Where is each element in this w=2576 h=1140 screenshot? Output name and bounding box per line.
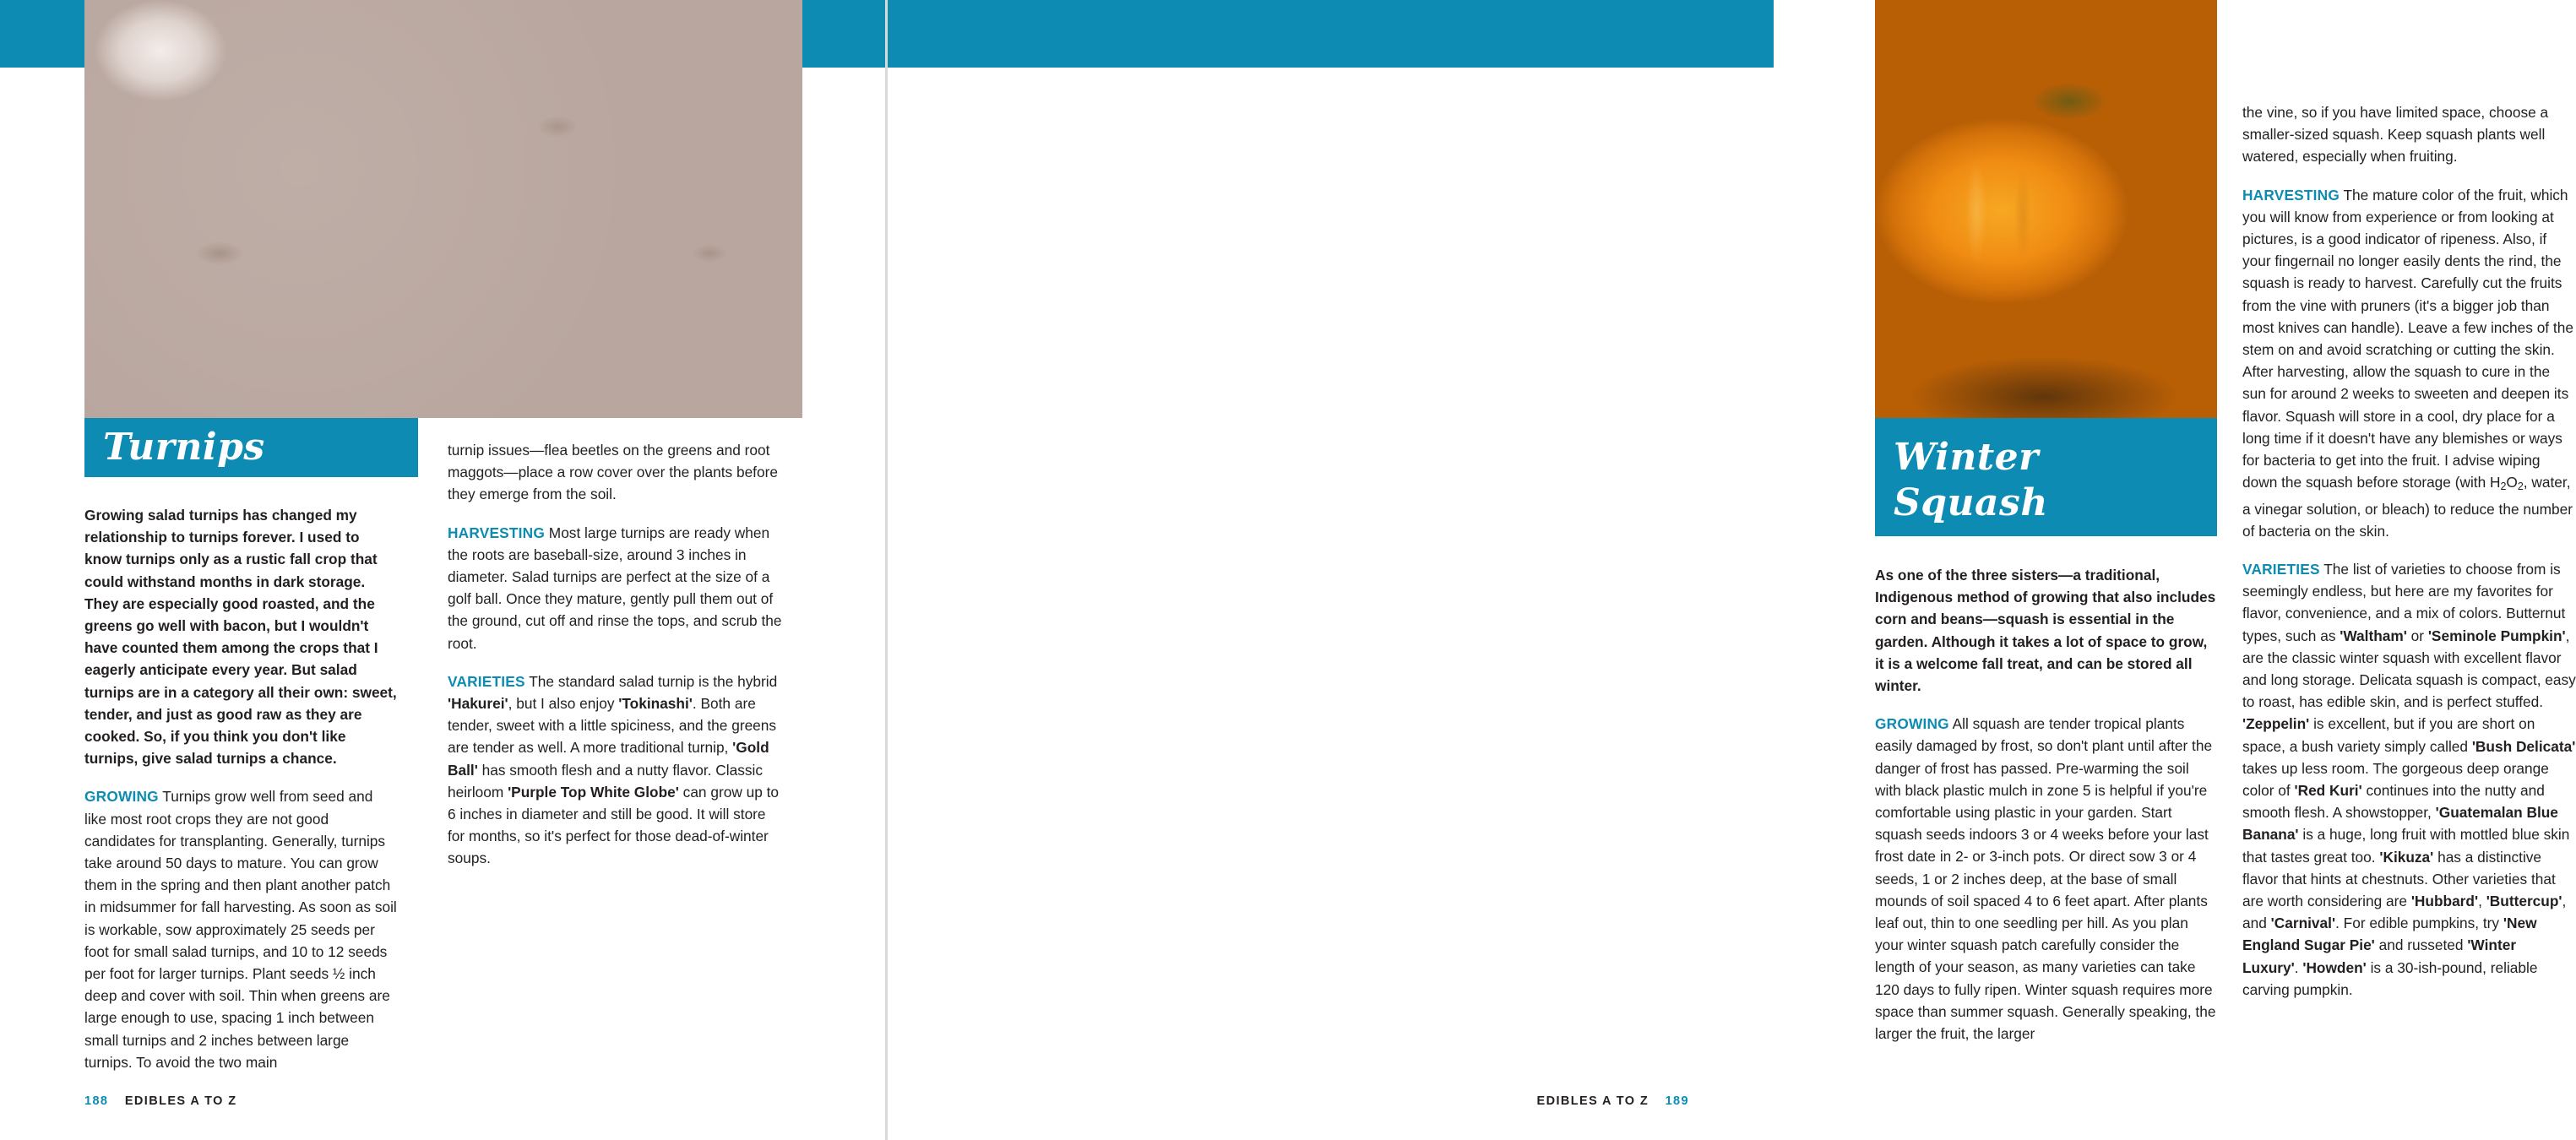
varieties-kicker: VARIETIES: [448, 672, 525, 690]
squash-growing-paragraph: [1875, 713, 2217, 1045]
page-title-turnips: Turnips: [84, 418, 418, 477]
growing-kicker: GROWING: [1875, 715, 1949, 733]
left-page-footer: [84, 1094, 237, 1108]
turnips-growing-continued: turnip issues—flea beetles on the greens and root maggots—place a row cover over the plants before they emerge from the soil.: [448, 442, 778, 503]
squash-varieties-paragraph: [2242, 558, 2576, 1001]
left-footer-label: EDIBLES A TO Z: [124, 1094, 237, 1108]
right-footer-label: EDIBLES A TO Z: [1536, 1094, 1649, 1108]
right-column-two: [2242, 101, 2576, 1001]
varieties-body: The list of varieties to choose from is seemingly endless, but here are my favorites for flavor, convenience, and a mix of colors. Butternut types, such as 'Waltham' or 'Seminole Pumpkin', are the classic winter squash with excellent flavor and long storage. Delicata squash is compact, easy to roast, has edible skin, and is perfect stuffed. 'Zeppelin' is excellent, but if you are short on space, a bush variety simply called 'Bush Delicata' takes up less room. The gorgeous deep orange color of 'Red Kuri' continues into the nutty and smooth flesh. A showstopper, 'Guatemalan Blue Banana' is a huge, long fruit with mottled blue skin that tastes great too. 'Kikuza' has a distinctive flavor that hints at chestnuts. Other varieties that are worth considering are 'Hubbard', 'Buttercup', and 'Carnival'. For edible pumpkins, try 'New England Sugar Pie' and russeted 'Winter Luxury'. 'Howden' is a 30-ish-pound, reliable carving pumpkin.: [2242, 560, 2576, 998]
harvesting-subscript-two: 2: [2517, 480, 2524, 493]
right-page-top-band: [887, 0, 1774, 68]
page-title-winter-squash: [1875, 418, 2217, 536]
varieties-body: The standard salad turnip is the hybrid 'Hakurei', but I also enjoy 'Tokinashi'. Both are tender, sweet with a little spiciness, and the greens are tender as well. A more traditional turnip, 'Gold Ball' has smooth flesh and a nutty flavor. Classic heirloom 'Purple Top White Globe' can grow up to 6 inches in diameter and still be good. It will store for months, so it's perfect for those dead-of-winter soups.: [448, 672, 780, 867]
winter-squash-photo: [1875, 0, 2217, 418]
harvesting-body: Most large turnips are ready when the roots are baseball-size, around 3 inches in diameter. Salad turnips are perfect at the size of a golf ball. Once they mature, gently pull them out of the ground, cut off and rinse the tops, and scrub the root.: [448, 524, 782, 652]
right-page: [887, 0, 2576, 1140]
turnips-photo-image: [84, 0, 802, 418]
growing-kicker: GROWING: [84, 788, 159, 806]
left-page-number: 188: [84, 1094, 109, 1108]
turnips-photo: [84, 0, 802, 418]
page-title-line-one: Winter: [1894, 436, 2039, 479]
growing-body: Turnips grow well from seed and like most root crops they are not good candidates for transplanting. Generally, turnips take around 50 days to mature. You can grow them in the spring and then plant another patch in midsummer for fall harvesting. As soon as soil is workable, sow approximately 25 seeds per foot for small salad turnips, and 10 to 12 seeds per foot for larger turnips. Plant seeds ½ inch deep and cover with soil. Thin when greens are large enough to use, spacing 1 inch between small turnips and 2 inches between large turnips. To avoid the two main: [84, 788, 397, 1071]
harvesting-body-part-two: O: [2506, 474, 2518, 491]
squash-intro-paragraph: As one of the three sisters—a traditional, Indigenous method of growing that also includes corn and beans—squash is essential in the garden. Although it takes a lot of space to grow, it is a welcome fall treat, and can be stored all winter.: [1875, 567, 2216, 695]
turnips-harvesting-paragraph: [448, 522, 785, 654]
left-column-one: [84, 504, 399, 1073]
harvesting-kicker: HARVESTING: [448, 524, 545, 541]
spread-gutter: [885, 0, 888, 1140]
page-title-line-two: Squash: [1894, 481, 2048, 524]
squash-growing-continued: the vine, so if you have limited space, choose a smaller-sized squash. Keep squash plants well watered, especially when fruiting.: [2242, 104, 2549, 166]
squash-harvesting-paragraph: [2242, 184, 2576, 542]
right-page-footer: [1537, 1094, 1690, 1108]
right-page-number: 189: [1665, 1094, 1689, 1108]
growing-body: All squash are tender tropical plants easily damaged by frost, so don't plant until after the danger of frost has passed. Pre-warming the soil with black plastic mulch in zone 5 is helpful if you're comfortable using plastic in your garden. Start squash seeds indoors 3 or 4 weeks before your last frost date in 2- or 3-inch pots. Or direct sow 3 or 4 seeds, 1 or 2 inches deep, at the base of small mounds of soil spaced 4 to 6 feet apart. After plants leaf out, thin to one seedling per hill. As you plan your winter squash patch carefully consider the length of your season, as many varieties can take 120 days to fully ripen. Winter squash requires more space than summer squash. Generally speaking, the larger the fruit, the larger: [1875, 715, 2216, 1043]
harvesting-kicker: HARVESTING: [2242, 186, 2340, 204]
harvesting-body-part-one: The mature color of the fruit, which you will know from experience or from looking at pictures, is a good indicator of ripeness. Also, if your fingernail no longer easily dents the rind, the squash is ready to harvest. Carefully cut the fruits from the vine with pruners (it's a bigger job than most knives can handle). Leave a few inches of the stem on and avoid scratching or cutting the skin. After harvesting, allow the squash to cure in the sun for around 2 weeks to sweeten and deepen its flavor. Squash will store in a cool, dry place for a long time if it doesn't have any blemishes or ways for bacteria to get into the fruit. I advise wiping down the squash before storage (with H: [2242, 186, 2573, 491]
left-page: [0, 0, 887, 1140]
harvesting-body-part-three: , water, a vinegar solution, or bleach) to reduce the number of bacteria on the skin.: [2242, 474, 2573, 540]
winter-squash-photo-image: [1875, 0, 2217, 418]
right-column-one: [1875, 564, 2217, 1045]
varieties-kicker: VARIETIES: [2242, 560, 2320, 578]
turnips-growing-paragraph: [84, 785, 399, 1073]
turnips-intro-paragraph: Growing salad turnips has changed my relationship to turnips forever. I used to know turnips only as a rustic fall crop that could withstand months in dark storage. They are especially good roasted, and the greens go well with bacon, but I wouldn't have counted them among the crops that I eagerly anticipate every year. But salad turnips are in a category all their own: sweet, tender, and just as good raw as they are cooked. So, if you think you don't like turnips, give salad turnips a chance.: [84, 507, 397, 768]
left-column-two: [448, 439, 785, 870]
harvesting-subscript-one: 2: [2500, 480, 2507, 493]
turnips-varieties-paragraph: [448, 670, 785, 870]
